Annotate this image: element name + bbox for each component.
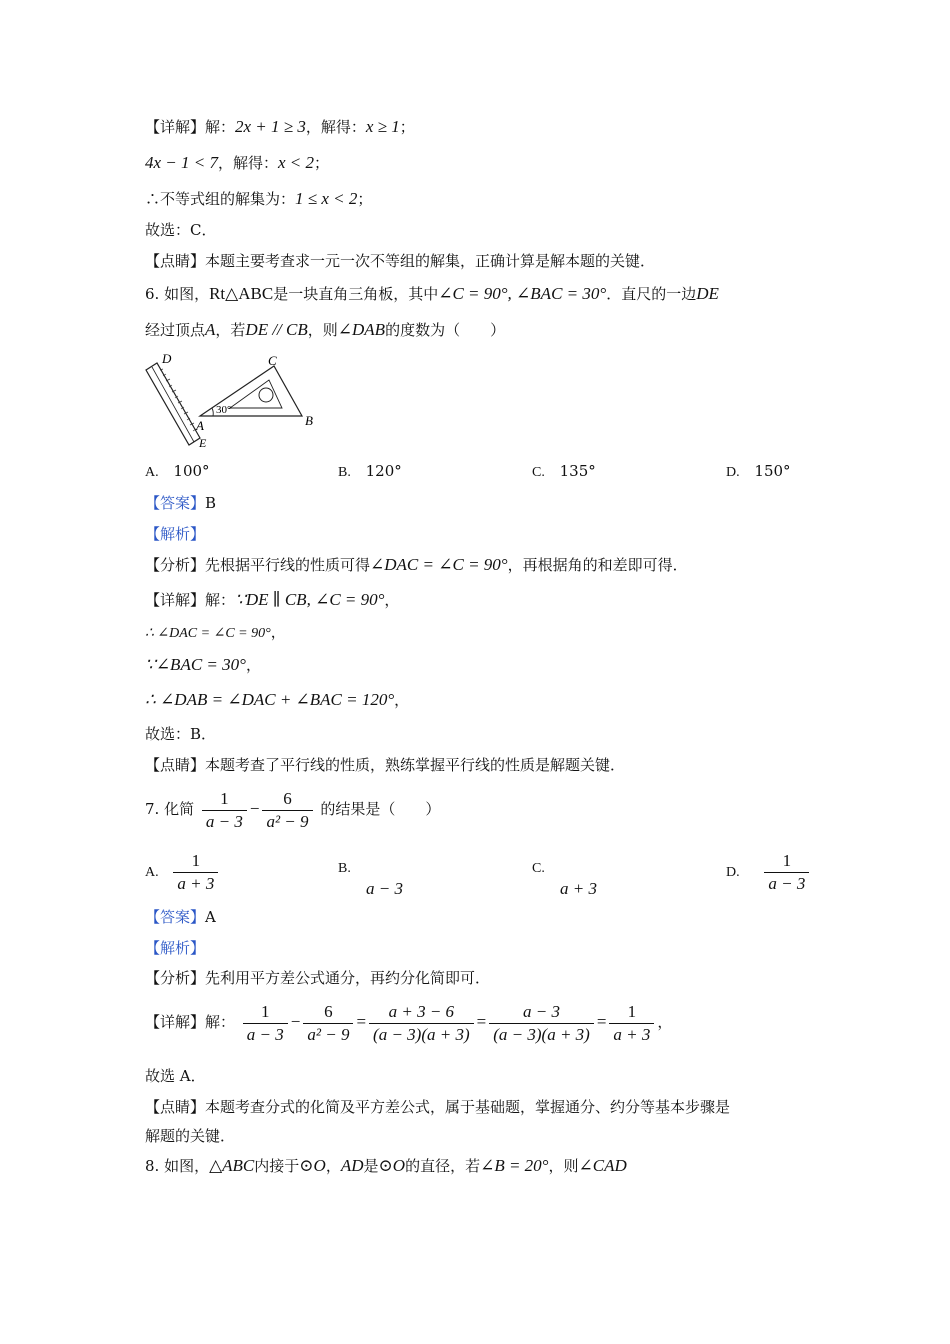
numerator: 1 bbox=[202, 788, 247, 811]
q5-detail-line1 bbox=[145, 117, 415, 137]
equals: = bbox=[596, 1012, 607, 1031]
text: 的直径，若 bbox=[405, 1157, 481, 1175]
option-value: a + 3 bbox=[560, 879, 597, 898]
text: 内接于 bbox=[254, 1157, 300, 1175]
q6-option-c[interactable] bbox=[532, 462, 596, 481]
ruler bbox=[146, 363, 200, 445]
q7-answer bbox=[145, 907, 216, 927]
answer-tag: 【答案】 bbox=[145, 494, 206, 512]
numerator: 1 bbox=[609, 1001, 654, 1024]
math: ∵DE ∥ CB, ∠C = 90° bbox=[235, 590, 385, 609]
denominator: a + 3 bbox=[613, 1024, 651, 1044]
q6-option-a[interactable] bbox=[145, 462, 210, 481]
text: 【详解】解： bbox=[145, 1013, 236, 1031]
option-value: 150° bbox=[754, 462, 791, 480]
denominator: (a − 3)(a + 3) bbox=[493, 1024, 590, 1044]
math: △ABC bbox=[209, 1156, 255, 1175]
answer-tag: 【答案】 bbox=[145, 908, 206, 926]
q7-analysis-tag: 【解析】 bbox=[145, 939, 206, 957]
denominator: a² − 9 bbox=[266, 811, 309, 831]
q5-detail-line3 bbox=[145, 189, 372, 209]
text: ； bbox=[314, 154, 330, 172]
q6-stem-line2 bbox=[145, 320, 505, 340]
fraction bbox=[262, 788, 312, 833]
q7-note-line1: 【点睛】本题考查分式的化简及平方差公式，属于基础题，掌握通分、约分等基本步骤是 bbox=[145, 1098, 731, 1116]
option-value: 135° bbox=[559, 462, 596, 480]
q7-option-d[interactable] bbox=[726, 846, 812, 898]
option-fraction bbox=[764, 850, 809, 895]
denominator: a + 3 bbox=[177, 873, 215, 893]
minus: − bbox=[249, 799, 260, 818]
label-e: E bbox=[199, 436, 207, 450]
text: ， bbox=[325, 1157, 341, 1175]
text: 【详解】解： bbox=[145, 118, 236, 136]
denominator: a² − 9 bbox=[307, 1024, 350, 1044]
math: DE // CB bbox=[245, 320, 308, 339]
option-value: 100° bbox=[173, 462, 210, 480]
option-value: a − 3 bbox=[366, 879, 403, 898]
text: ； bbox=[399, 118, 415, 136]
q7-stem bbox=[145, 784, 440, 834]
numerator: a − 3 bbox=[489, 1001, 594, 1024]
math: 4x − 1 < 7 bbox=[145, 153, 218, 172]
text: 的度数为（ ） bbox=[385, 321, 506, 339]
text: 【详解】解： bbox=[145, 591, 236, 609]
equals: = bbox=[356, 1012, 367, 1031]
numerator: 6 bbox=[262, 788, 312, 811]
fraction bbox=[489, 1001, 594, 1046]
numerator: 1 bbox=[764, 850, 809, 873]
fraction bbox=[609, 1001, 654, 1046]
option-label: B. bbox=[338, 465, 351, 480]
text: ．直尺的一边 bbox=[606, 285, 697, 303]
math: 2x + 1 ≥ 3 bbox=[235, 117, 306, 136]
math: 1 ≤ x < 2 bbox=[295, 189, 358, 208]
q7-option-a[interactable] bbox=[145, 846, 221, 898]
q6-note: 【点睛】本题考查了平行线的性质，熟练掌握平行线的性质是解题关键． bbox=[145, 756, 626, 774]
option-value: 120° bbox=[365, 462, 402, 480]
text: 6. 如图， bbox=[145, 285, 210, 303]
text: 【分析】先根据平行线的性质可得 bbox=[145, 556, 371, 574]
q7-option-b[interactable] bbox=[338, 858, 403, 899]
q6-stem-line1 bbox=[145, 284, 719, 304]
text: ； bbox=[357, 190, 373, 208]
label-c: C bbox=[268, 353, 277, 368]
numerator: 1 bbox=[243, 1001, 288, 1024]
option-label: C. bbox=[532, 465, 545, 480]
math: DE bbox=[696, 284, 719, 303]
text: ，则 bbox=[307, 321, 338, 339]
numerator: 6 bbox=[303, 1001, 353, 1024]
q7-analysis: 【分析】先利用平方差公式通分，再约分化简即可． bbox=[145, 969, 491, 987]
text: ，则 bbox=[548, 1157, 579, 1175]
denominator: (a − 3)(a + 3) bbox=[373, 1024, 470, 1044]
minus: − bbox=[290, 1012, 301, 1031]
answer-value: A bbox=[205, 908, 216, 926]
text: 是 bbox=[363, 1157, 379, 1175]
denominator: a − 3 bbox=[768, 873, 806, 893]
text: 8. 如图， bbox=[145, 1157, 210, 1175]
fraction bbox=[303, 1001, 353, 1046]
q8-stem bbox=[145, 1156, 627, 1176]
text: ，解得： bbox=[218, 154, 279, 172]
text: ，解得： bbox=[305, 118, 366, 136]
option-label: D. bbox=[726, 465, 740, 480]
q6-analysis bbox=[145, 555, 688, 575]
fraction bbox=[369, 1001, 474, 1046]
label-b: B bbox=[305, 413, 313, 428]
math: x < 2 bbox=[278, 153, 315, 172]
answer-value: B bbox=[205, 494, 217, 512]
label-d: D bbox=[162, 351, 172, 366]
math: Rt△ABC bbox=[209, 284, 274, 303]
text: 7. 化简 bbox=[145, 800, 195, 818]
q6-detail-line2 bbox=[145, 622, 286, 644]
q7-detail bbox=[145, 996, 672, 1048]
option-label: A. bbox=[145, 865, 159, 880]
q5-detail-line2 bbox=[145, 153, 329, 173]
angle-label: 30° bbox=[216, 404, 232, 416]
math: ∠DAC = ∠C = 90° bbox=[370, 555, 508, 574]
math: ∴ ∠DAC = ∠C = 90° bbox=[145, 626, 271, 641]
text: ， bbox=[394, 691, 410, 709]
option-label: A. bbox=[145, 465, 159, 480]
text: ， bbox=[270, 623, 286, 641]
q6-detail-line3 bbox=[145, 655, 261, 675]
q7-choice: 故选 A． bbox=[145, 1067, 206, 1085]
math: ⊙O bbox=[299, 1156, 326, 1175]
math: ∠C = 90°, ∠BAC = 30° bbox=[438, 284, 607, 303]
numerator: a + 3 − 6 bbox=[369, 1001, 474, 1024]
q6-analysis-tag: 【解析】 bbox=[145, 525, 206, 543]
math: ∴ ∠DAB = ∠DAC + ∠BAC = 120° bbox=[145, 690, 395, 709]
q7-note-line2: 解题的关键． bbox=[145, 1127, 236, 1145]
denominator: a − 3 bbox=[205, 811, 243, 831]
option-label: B. bbox=[338, 861, 351, 876]
text: ， bbox=[245, 656, 261, 674]
math: ∠CAD bbox=[578, 1156, 627, 1175]
q6-detail-line1 bbox=[145, 590, 399, 610]
q5-choice: 故选：C． bbox=[145, 221, 217, 239]
option-label: C. bbox=[532, 861, 545, 876]
text: 的结果是（ ） bbox=[320, 800, 441, 818]
q6-figure bbox=[140, 350, 320, 450]
text: ，再根据角的和差即可得． bbox=[507, 556, 688, 574]
equals: = bbox=[476, 1012, 487, 1031]
math: ⊙O bbox=[378, 1156, 406, 1175]
fraction bbox=[243, 1001, 288, 1046]
option-label: D. bbox=[726, 865, 740, 880]
q6-detail-line4 bbox=[145, 690, 409, 710]
text: ，若 bbox=[215, 321, 246, 339]
math: ∠DAB bbox=[337, 320, 386, 339]
math: x ≥ 1 bbox=[365, 117, 400, 136]
denominator: a − 3 bbox=[246, 1024, 284, 1044]
q6-option-b[interactable] bbox=[338, 462, 402, 481]
math: A bbox=[205, 320, 216, 339]
text: 经过顶点 bbox=[145, 321, 206, 339]
q5-note: 【点睛】本题主要考查求一元一次不等组的解集，正确计算是解本题的关键． bbox=[145, 252, 656, 270]
math: ∠B = 20° bbox=[480, 1156, 549, 1175]
q6-choice: 故选：B． bbox=[145, 725, 217, 743]
text: ， bbox=[384, 591, 400, 609]
q6-answer bbox=[145, 493, 216, 513]
fraction bbox=[202, 788, 247, 833]
numerator: 1 bbox=[173, 850, 218, 873]
q7-option-c[interactable] bbox=[532, 858, 597, 899]
text: ， bbox=[657, 1013, 673, 1031]
text: ∴不等式组的解集为： bbox=[145, 190, 296, 208]
option-fraction bbox=[173, 850, 218, 895]
math: ∵∠BAC = 30° bbox=[145, 655, 246, 674]
label-a: A bbox=[196, 418, 204, 433]
math: AD bbox=[340, 1156, 364, 1175]
q6-option-d[interactable] bbox=[726, 462, 791, 481]
text: 是一块直角三角板，其中 bbox=[273, 285, 439, 303]
